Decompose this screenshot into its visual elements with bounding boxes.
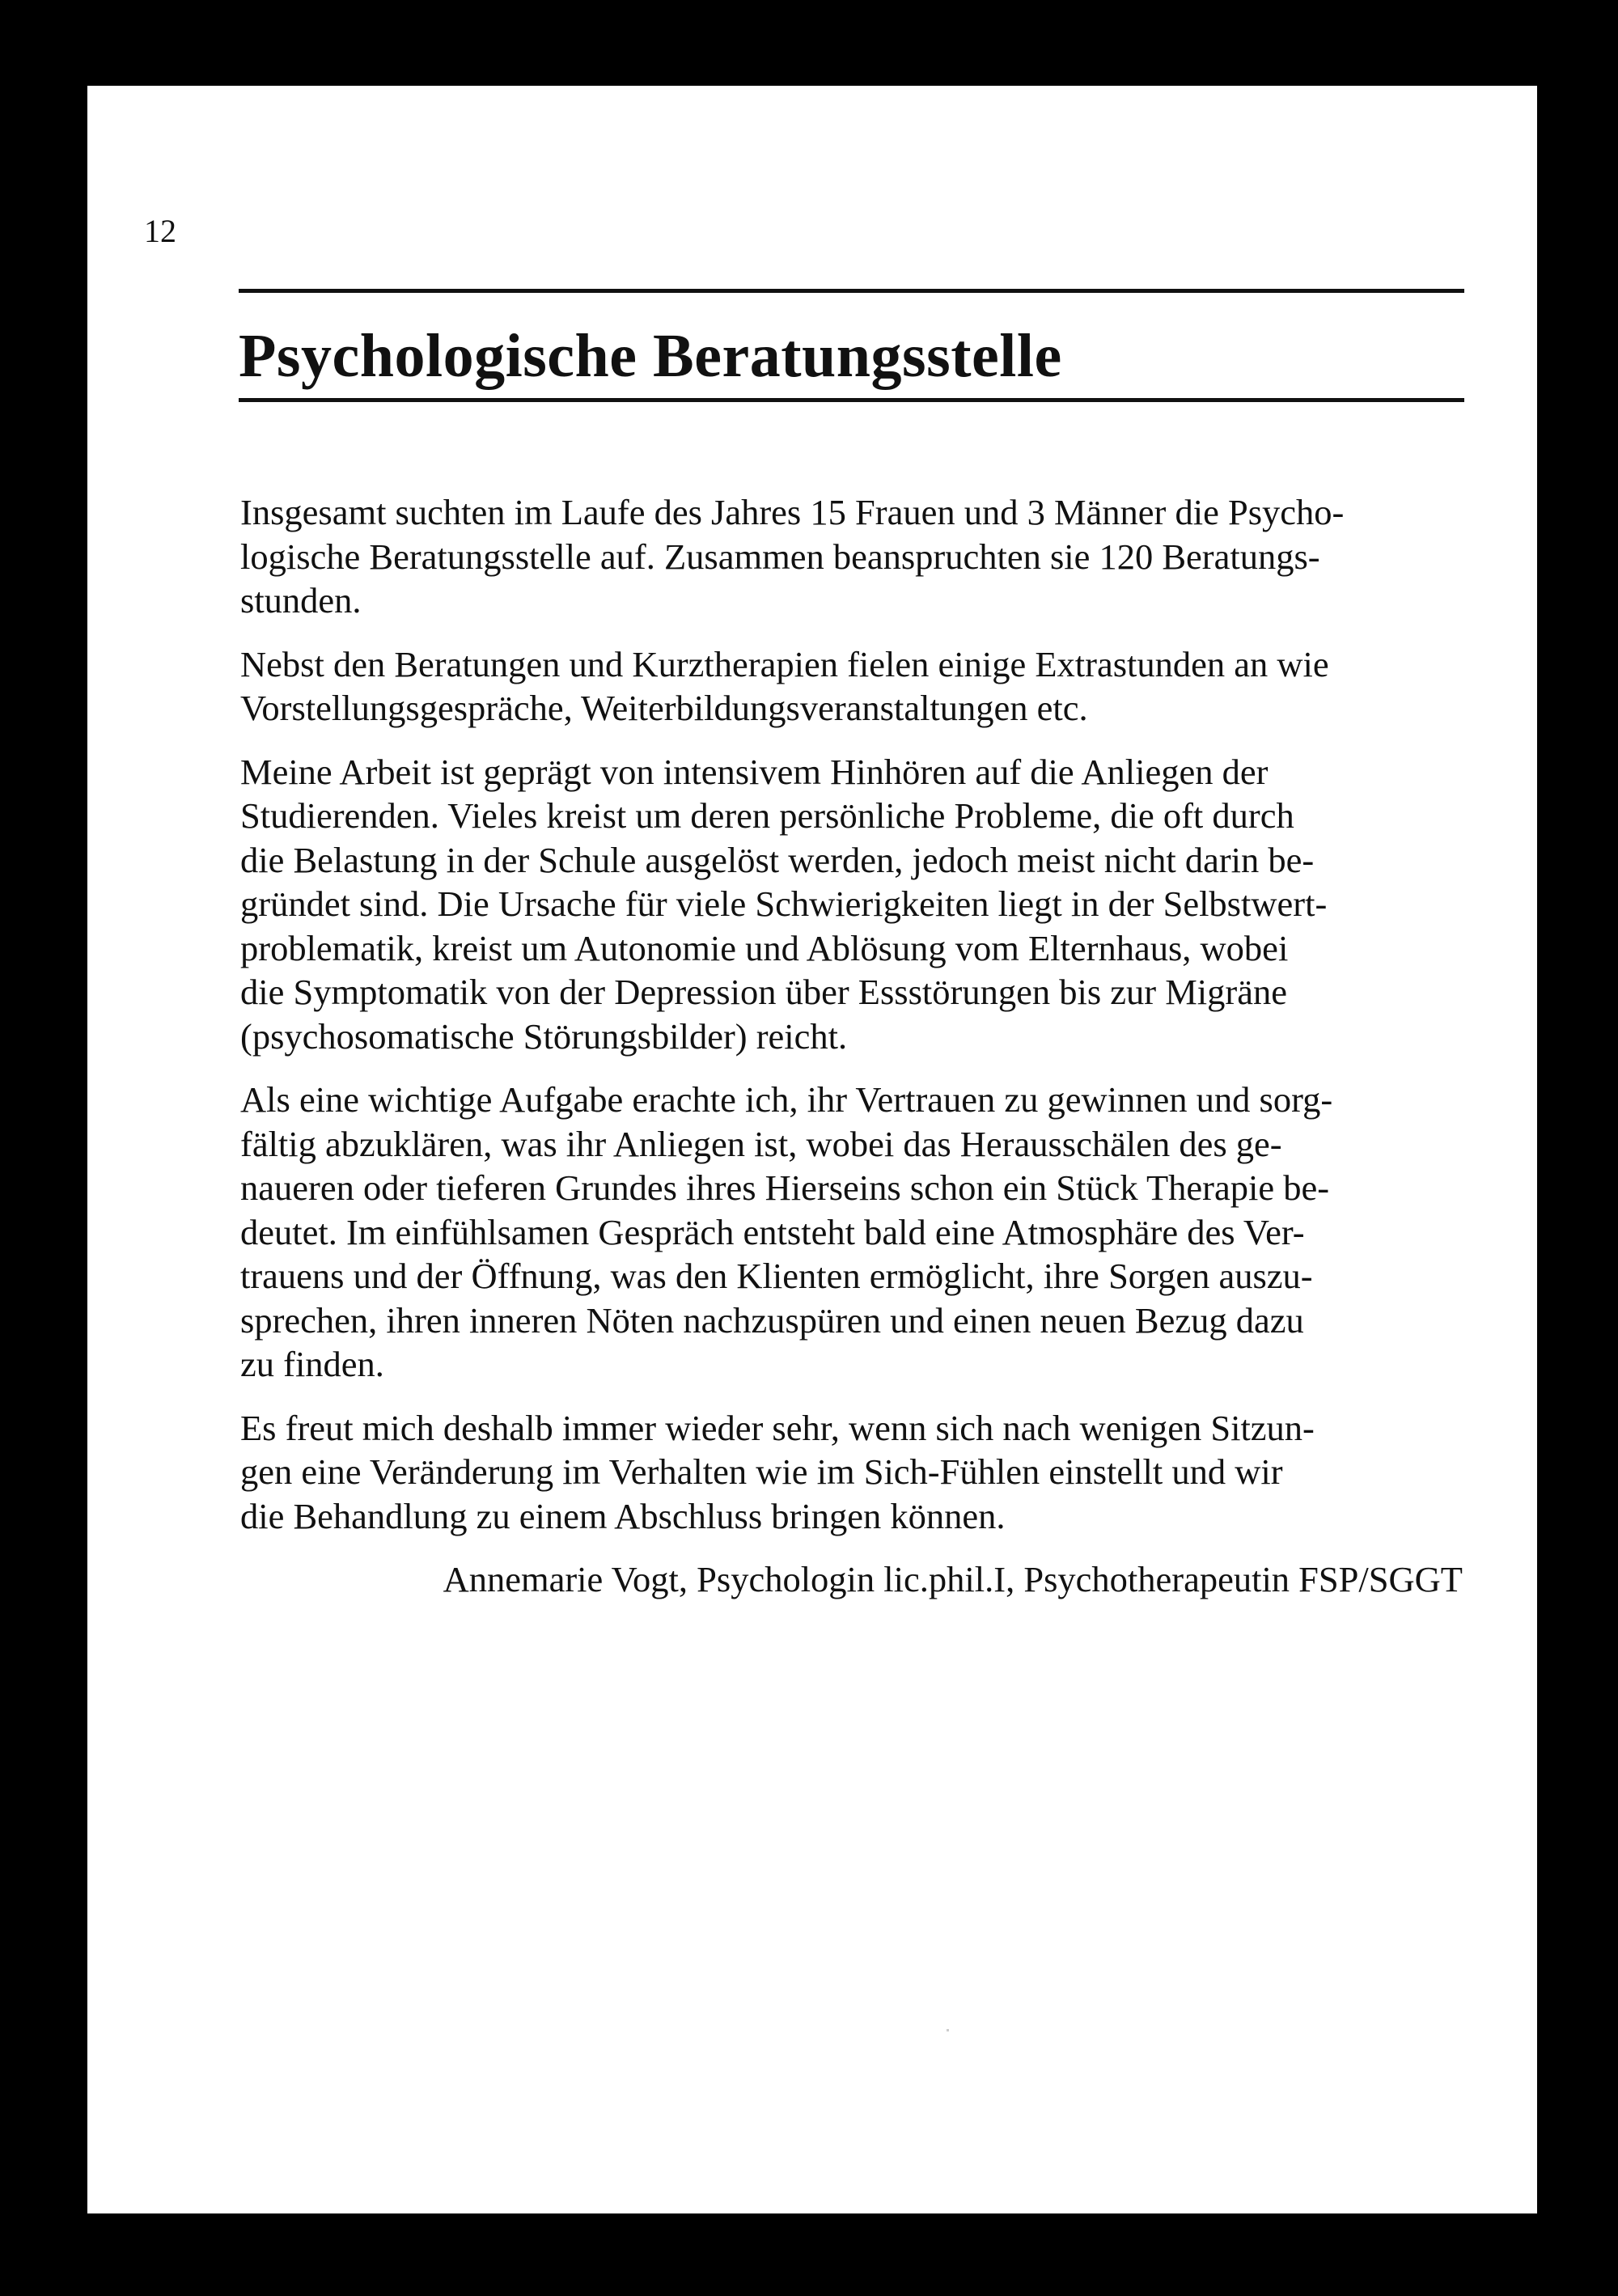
- text-line: gen eine Veränderung im Verhalten wie im Sich-Fühlen einstellt und wir: [240, 1451, 1283, 1492]
- paragraph-2: [240, 642, 1466, 731]
- text-line: die Belastung in der Schule ausgelöst werden, jedoch meist nicht darin be-: [240, 839, 1315, 880]
- paragraph-3: [240, 750, 1466, 1059]
- text-line: Vorstellungsgespräche, Weiterbildungsveranstaltungen etc.: [240, 688, 1088, 728]
- text-line: gründet sind. Die Ursache für viele Schwierigkeiten liegt in der Selbstwert-: [240, 883, 1328, 924]
- paragraph-1: [240, 490, 1466, 623]
- text-line: sprechen, ihren inneren Nöten nachzuspüren und einen neuen Bezug dazu: [240, 1299, 1304, 1341]
- text-line: Nebst den Beratungen und Kurztherapien fielen einige Extrastunden an wie: [240, 643, 1329, 684]
- text-line: (psychosomatische Störungsbilder) reicht.: [240, 1015, 848, 1057]
- text-line: deutet. Im einfühlsamen Gespräch entsteht bald eine Atmosphäre des Ver-: [240, 1211, 1305, 1252]
- text-line: die Symptomatik von der Depression über Essstörungen bis zur Migräne: [240, 972, 1287, 1012]
- author-signature: Annemarie Vogt, Psychologin lic.phil.I, Psychotherapeutin FSP/SGGT: [443, 1559, 1463, 1599]
- scan-speck: [947, 2029, 949, 2031]
- paragraph-5: [240, 1406, 1466, 1539]
- text-line: logische Beratungsstelle auf. Zusammen beanspruchten sie 120 Beratungs-: [240, 536, 1320, 577]
- text-line: die Behandlung zu einem Abschluss bringen können.: [240, 1495, 1006, 1536]
- text-line: Meine Arbeit ist geprägt von intensivem Hinhören auf die Anliegen der: [240, 751, 1269, 792]
- paragraph-4: [240, 1078, 1466, 1387]
- text-line: trauens und der Öffnung, was den Klienten ermöglicht, ihre Sorgen auszu-: [240, 1256, 1313, 1296]
- body-text: [240, 490, 1466, 1557]
- text-line: naueren oder tieferen Grundes ihres Hierseins schon ein Stück Therapie be-: [240, 1167, 1330, 1208]
- text-line: fältig abzuklären, was ihr Anliegen ist, wobei das Herausschälen des ge-: [240, 1123, 1282, 1164]
- text-line: Es freut mich deshalb immer wieder sehr, wenn sich nach wenigen Sitzun-: [240, 1407, 1315, 1448]
- page-number: 12: [144, 213, 176, 249]
- text-line: Als eine wichtige Aufgabe erachte ich, ihr Vertrauen zu gewinnen und sorg-: [240, 1079, 1333, 1120]
- page-title: Psychologische Beratungsstelle: [239, 322, 1062, 390]
- text-line: Insgesamt suchten im Laufe des Jahres 15 Frauen und 3 Männer die Psycho-: [240, 492, 1345, 532]
- text-line: zu finden.: [240, 1344, 384, 1384]
- text-line: Studierenden. Vieles kreist um deren persönliche Probleme, die oft durch: [240, 795, 1294, 836]
- title-rule-bottom: [239, 398, 1464, 402]
- text-line: problematik, kreist um Autonomie und Ablösung vom Elternhaus, wobei: [240, 927, 1289, 968]
- text-line: stunden.: [240, 580, 362, 621]
- title-rule-top: [239, 289, 1464, 293]
